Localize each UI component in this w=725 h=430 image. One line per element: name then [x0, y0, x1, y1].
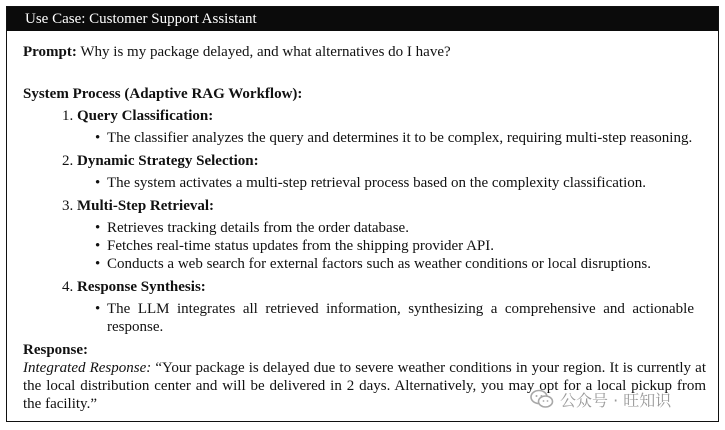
- step-bullets: [77, 129, 706, 147]
- use-case-header: [7, 7, 718, 31]
- response-text: “Your package is delayed due to severe weather conditions in your region. It is currently at the local distribution center and will be delivered in 2 days. Alternatively, you may opt for a local pickup from the facility.”: [23, 360, 706, 412]
- prompt-text: Why is my package delayed, and what alternatives do I have?: [80, 44, 451, 60]
- watermark: [530, 386, 671, 412]
- step-bullets: [77, 219, 706, 273]
- process-title: System Process (Adaptive RAG Workflow):: [23, 86, 303, 102]
- bullet-item: • Retrieves tracking details from the order database.: [95, 219, 706, 237]
- use-case-content: [7, 31, 718, 413]
- process-steps: [23, 107, 706, 336]
- step-bullets: [77, 300, 706, 336]
- response-label: Integrated Response:: [23, 360, 152, 376]
- step-title: Response Synthesis:: [77, 279, 206, 295]
- bullet-item: • Fetches real-time status updates from the shipping provider API.: [95, 237, 706, 255]
- step-item: [77, 197, 706, 273]
- use-case-box: [6, 6, 719, 422]
- bullet-item: • The system activates a multi-step retrieval process based on the complexity classification.: [95, 174, 706, 192]
- step-item: [77, 107, 706, 147]
- step-title: Dynamic Strategy Selection:: [77, 153, 259, 169]
- step-item: [77, 278, 706, 336]
- bullet-item: • The classifier analyzes the query and determines it to be complex, requiring multi-step reasoning.: [95, 129, 706, 147]
- response-title: Response:: [23, 342, 89, 358]
- watermark-text: 公众号 · 旺知识: [560, 390, 672, 410]
- prompt-line: [23, 43, 706, 61]
- wechat-icon: [530, 389, 554, 409]
- bullet-item: • Conducts a web search for external factors such as weather conditions or local disruptions.: [95, 255, 706, 273]
- bullet-item: • The LLM integrates all retrieved information, synthesizing a comprehensive and actionable response.: [95, 300, 706, 336]
- step-title: Multi-Step Retrieval:: [77, 198, 215, 214]
- step-bullets: [77, 174, 706, 192]
- step-item: [77, 152, 706, 192]
- use-case-title: Use Case: Customer Support Assistant: [25, 11, 257, 27]
- step-title: Query Classification:: [77, 108, 214, 124]
- prompt-label: Prompt:: [23, 44, 77, 60]
